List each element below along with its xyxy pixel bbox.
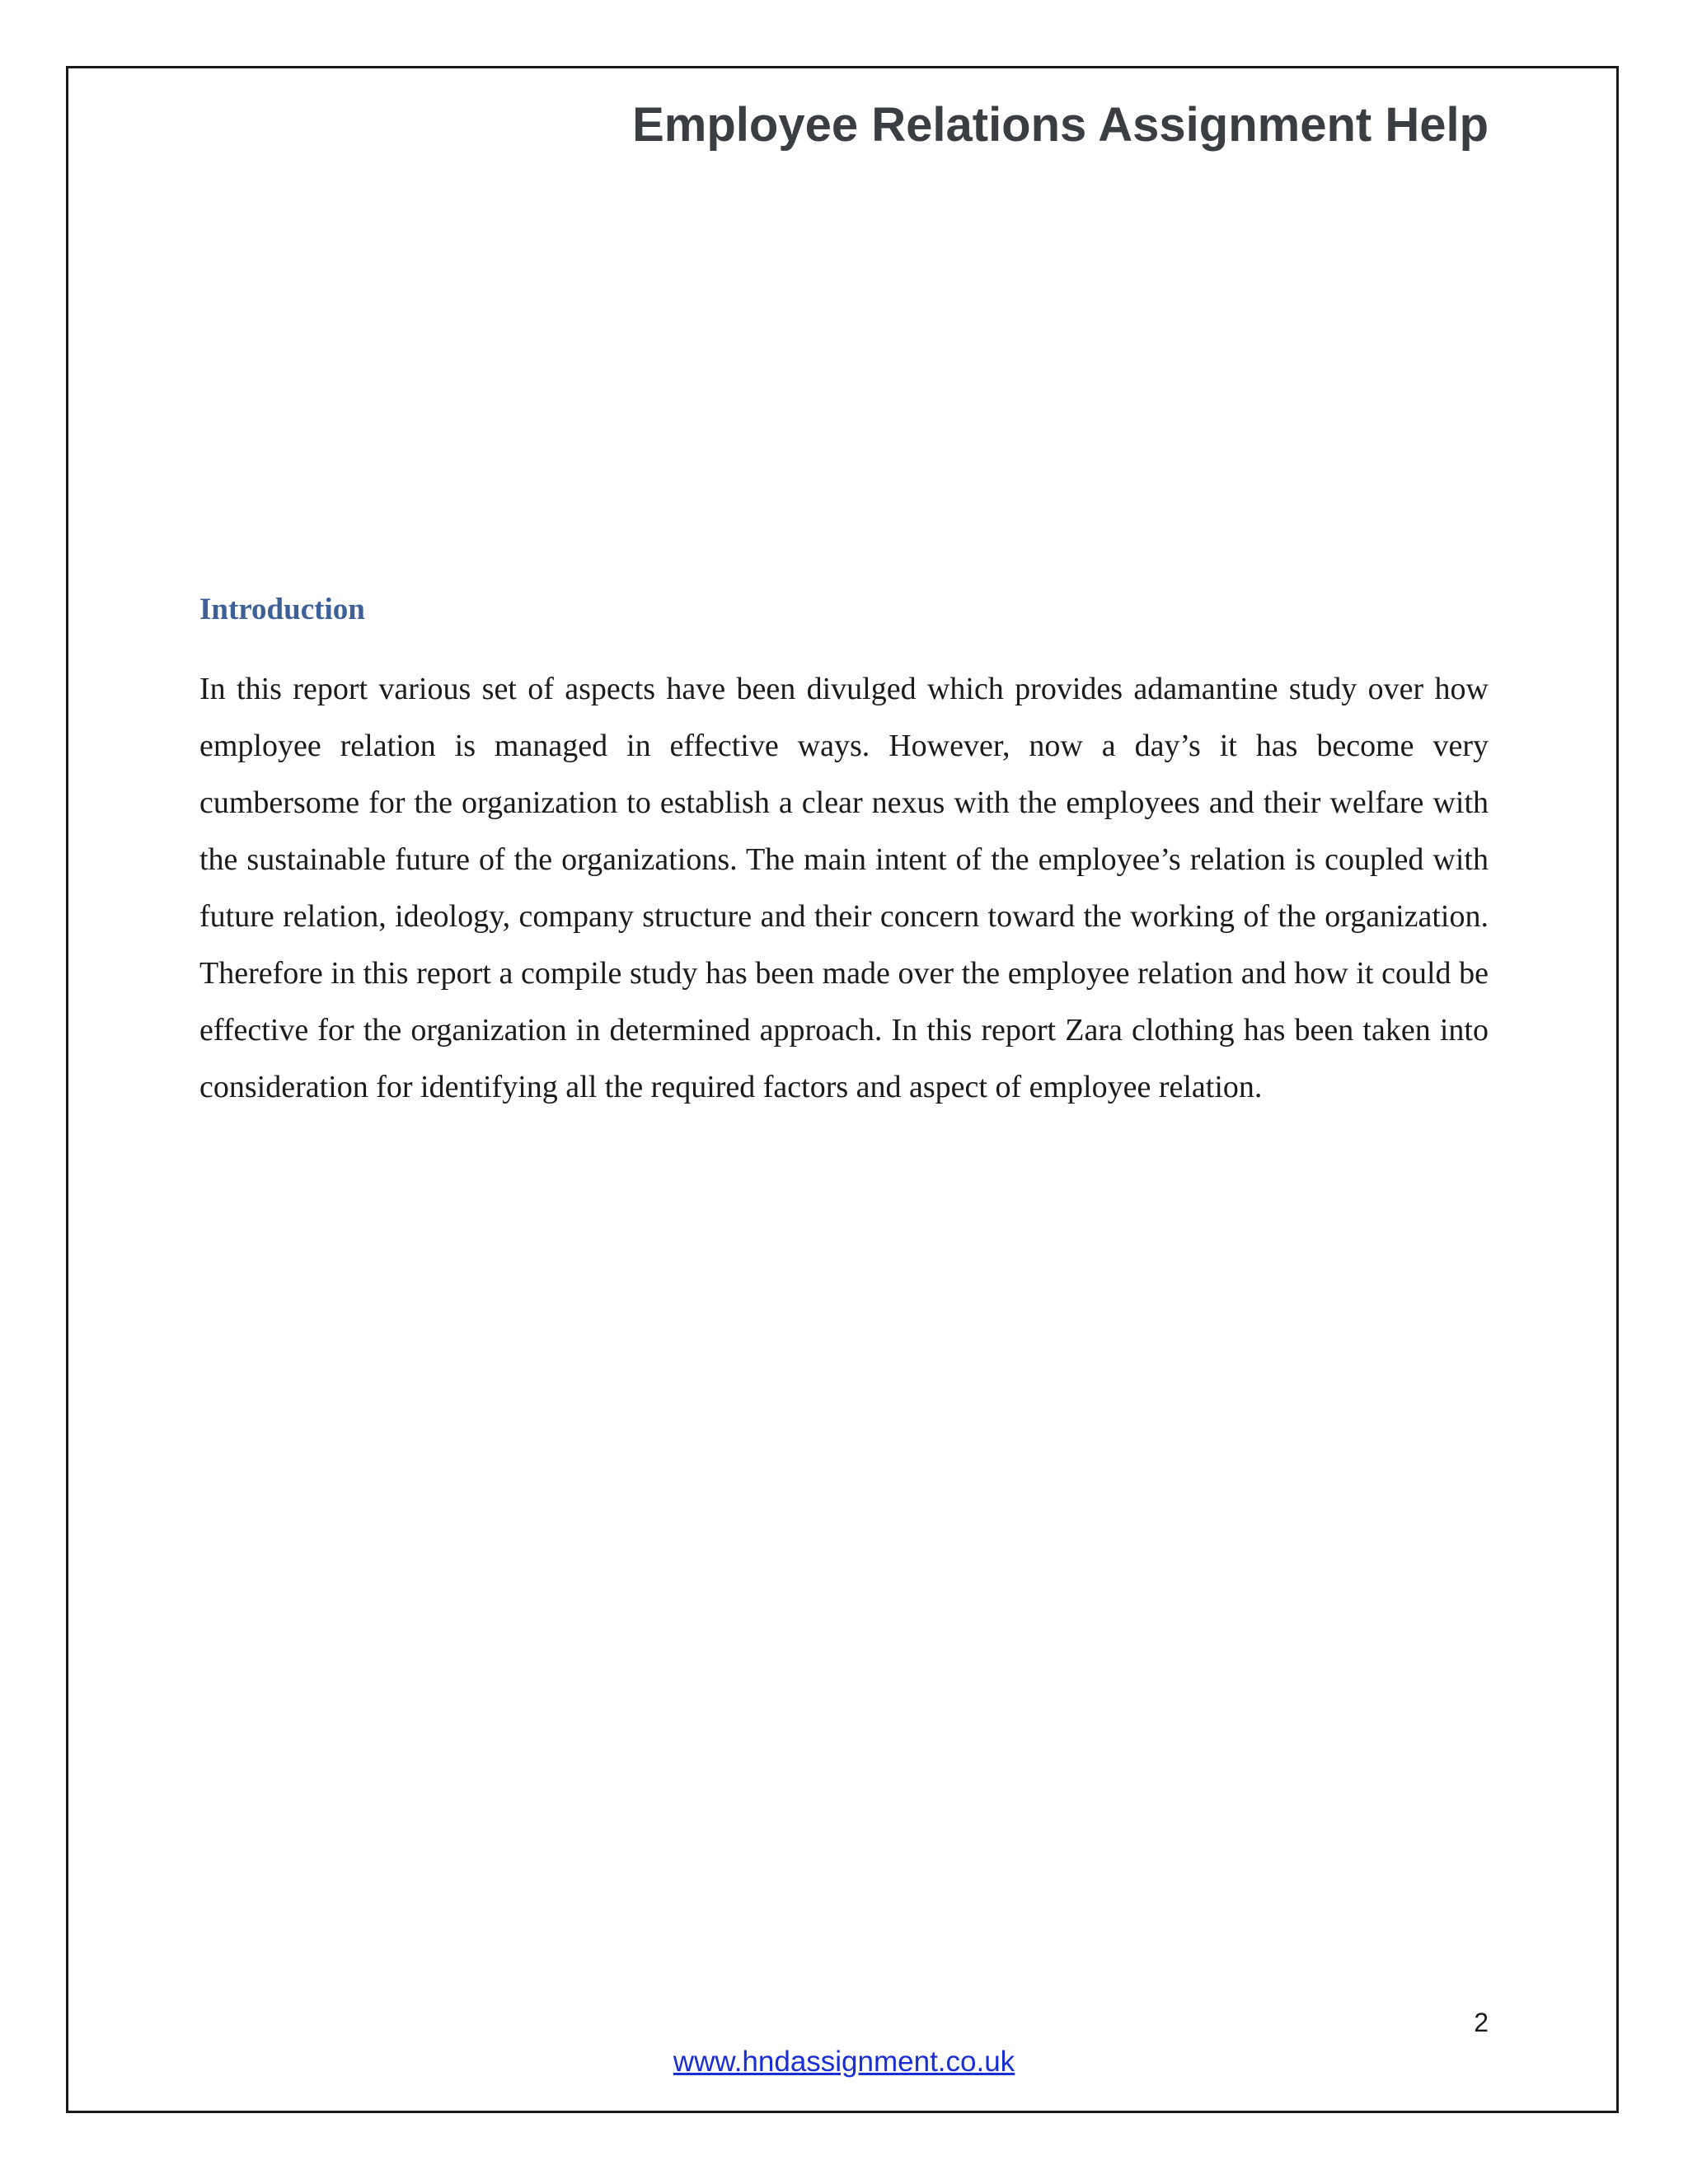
- introduction-paragraph: In this report various set of aspects have been divulged which provides adamantine study over how employee relation is managed in effective ways. However, now a day’s it has become very cumbersome for the organization to establish a clear nexus with the employees and their welfare with the sustainable future of the organizations. The main intent of the employee’s relation is coupled with future relation, ideology, company structure and their concern toward the working of the organization. Therefore in this report a compile study has been made over the employee relation and how it could be effective for the organization in determined approach. In this report Zara clothing has been taken into consideration for identifying all the required factors and aspect of employee relation.: [199, 672, 1489, 1104]
- main-content: [199, 587, 1489, 1116]
- website-link[interactable]: www.hndassignment.co.uk: [673, 2046, 1015, 2078]
- section-heading: Introduction: [199, 593, 365, 626]
- footer: [0, 2046, 1688, 2079]
- page-number: 2: [1474, 2008, 1489, 2037]
- page-title: Employee Relations Assignment Help: [632, 98, 1489, 152]
